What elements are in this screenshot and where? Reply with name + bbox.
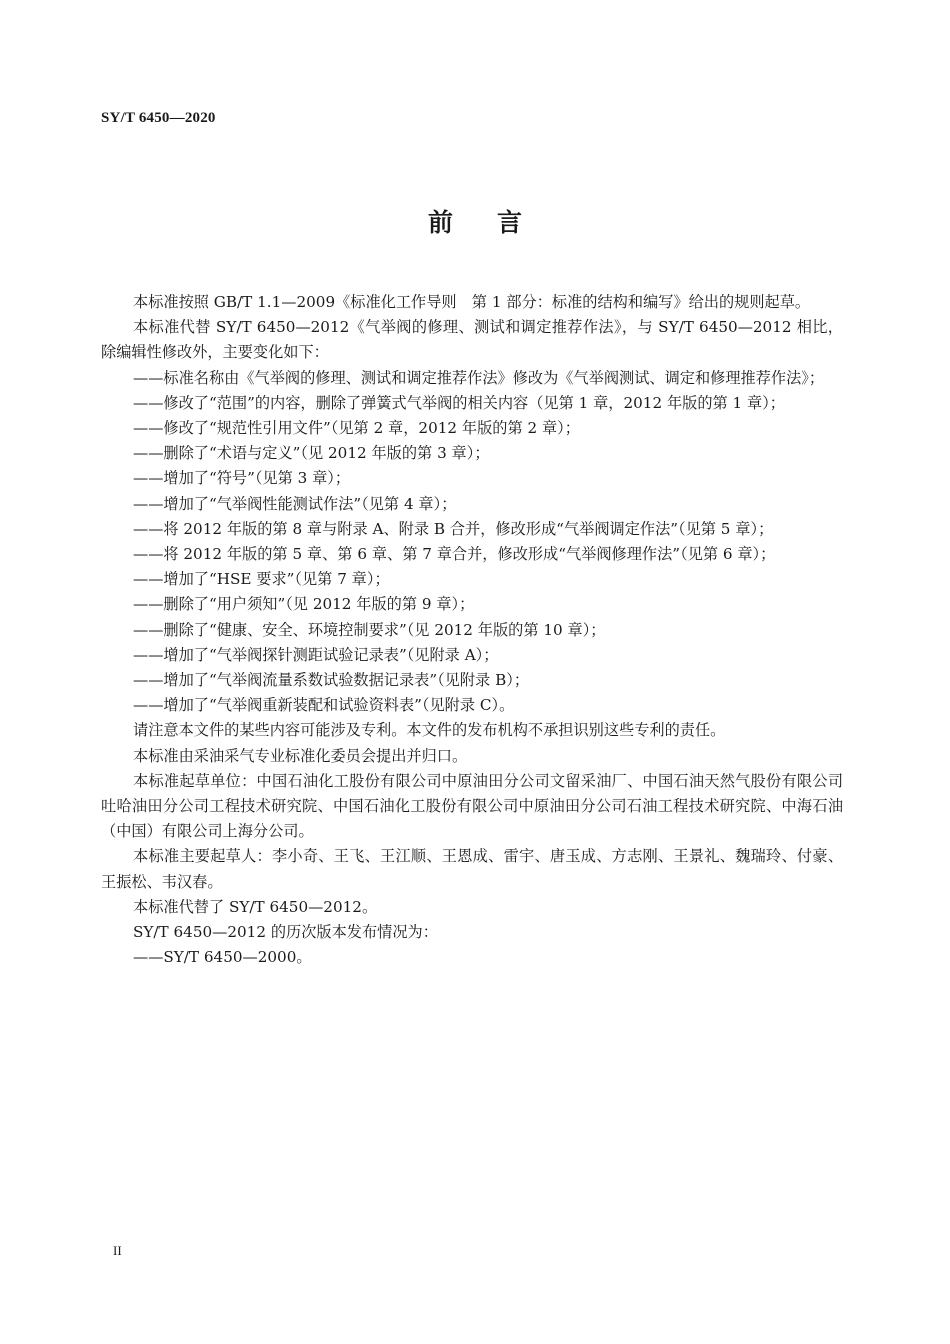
document-body	[101, 290, 843, 970]
paragraph: 本标准起草单位：中国石油化工股份有限公司中原油田分公司文留采油厂、中国石油天然气股份有限公司吐哈油田分公司工程技术研究院、中国石油化工股份有限公司中原油田分公司石油工程技术研究院、中海石油（中国）有限公司上海分公司。	[101, 771, 843, 841]
change-item: ——将 2012 年版的第 8 章与附录 A、附录 B 合并，修改形成“气举阀调定作法”（见第 5 章）；	[133, 519, 774, 538]
change-item: ——修改了“范围”的内容，删除了弹簧式气举阀的相关内容（见第 1 章，2012 年版的第 1 章）；	[133, 393, 785, 412]
change-item: ——删除了“用户须知”（见 2012 年版的第 9 章）；	[133, 595, 475, 614]
paragraph: 本标准主要起草人：李小奇、王飞、王江顺、王恩成、雷宇、唐玉成、方志刚、王景礼、魏瑞玲、付豪、王振松、韦汉春。	[101, 847, 843, 891]
change-item: ——增加了“气举阀流量系数试验数据记录表”（见附录 B）；	[133, 671, 530, 690]
paragraph: SY/T 6450—2012 的历次版本发布情况为：	[133, 923, 438, 942]
change-item: ——增加了“气举阀重新装配和试验资料表”（见附录 C）。	[133, 696, 515, 715]
change-item: ——删除了“术语与定义”（见 2012 年版的第 3 章）；	[133, 444, 490, 463]
page-number: II	[113, 1243, 122, 1258]
page-title: 前言	[427, 208, 566, 237]
paragraph: 本标准代替了 SY/T 6450—2012。	[133, 897, 378, 916]
paragraph: 本标准按照 GB/T 1.1—2009《标准化工作导则 第 1 部分：标准的结构和编写》给出的规则起草。	[133, 293, 811, 311]
paragraph: 请注意本文件的某些内容可能涉及专利。本文件的发布机构不承担识别这些专利的责任。	[133, 721, 726, 740]
change-item: ——修改了“规范性引用文件”（见第 2 章，2012 年版的第 2 章）；	[133, 419, 580, 438]
change-item: ——增加了“气举阀性能测试作法”（见第 4 章）；	[133, 494, 457, 513]
change-item: ——标准名称由《气举阀的修理、测试和调定推荐作法》修改为《气举阀测试、调定和修理推荐作法》；	[133, 368, 825, 387]
change-item: ——增加了“气举阀探针测距试验记录表”（见附录 A）；	[133, 645, 499, 664]
history-item: ——SY/T 6450—2000。	[133, 948, 312, 967]
paragraph: 本标准由采油采气专业标准化委员会提出并归口。	[133, 746, 468, 765]
change-item: ——删除了“健康、安全、环境控制要求”（见 2012 年版的第 10 章）；	[133, 620, 606, 639]
standard-code-header: SY/T 6450—2020	[101, 110, 216, 126]
change-item: ——将 2012 年版的第 5 章、第 6 章、第 7 章合并，修改形成“气举阀修理作法”（见第 6 章）；	[133, 545, 776, 564]
change-item: ——增加了“HSE 要求”（见第 7 章）；	[133, 570, 390, 589]
paragraph: 本标准代替 SY/T 6450—2012《气举阀的修理、测试和调定推荐作法》，与 SY/T 6450—2012 相比，除编辑性修改外，主要变化如下：	[101, 318, 843, 362]
change-item: ——增加了“符号”（见第 3 章）；	[133, 469, 351, 488]
